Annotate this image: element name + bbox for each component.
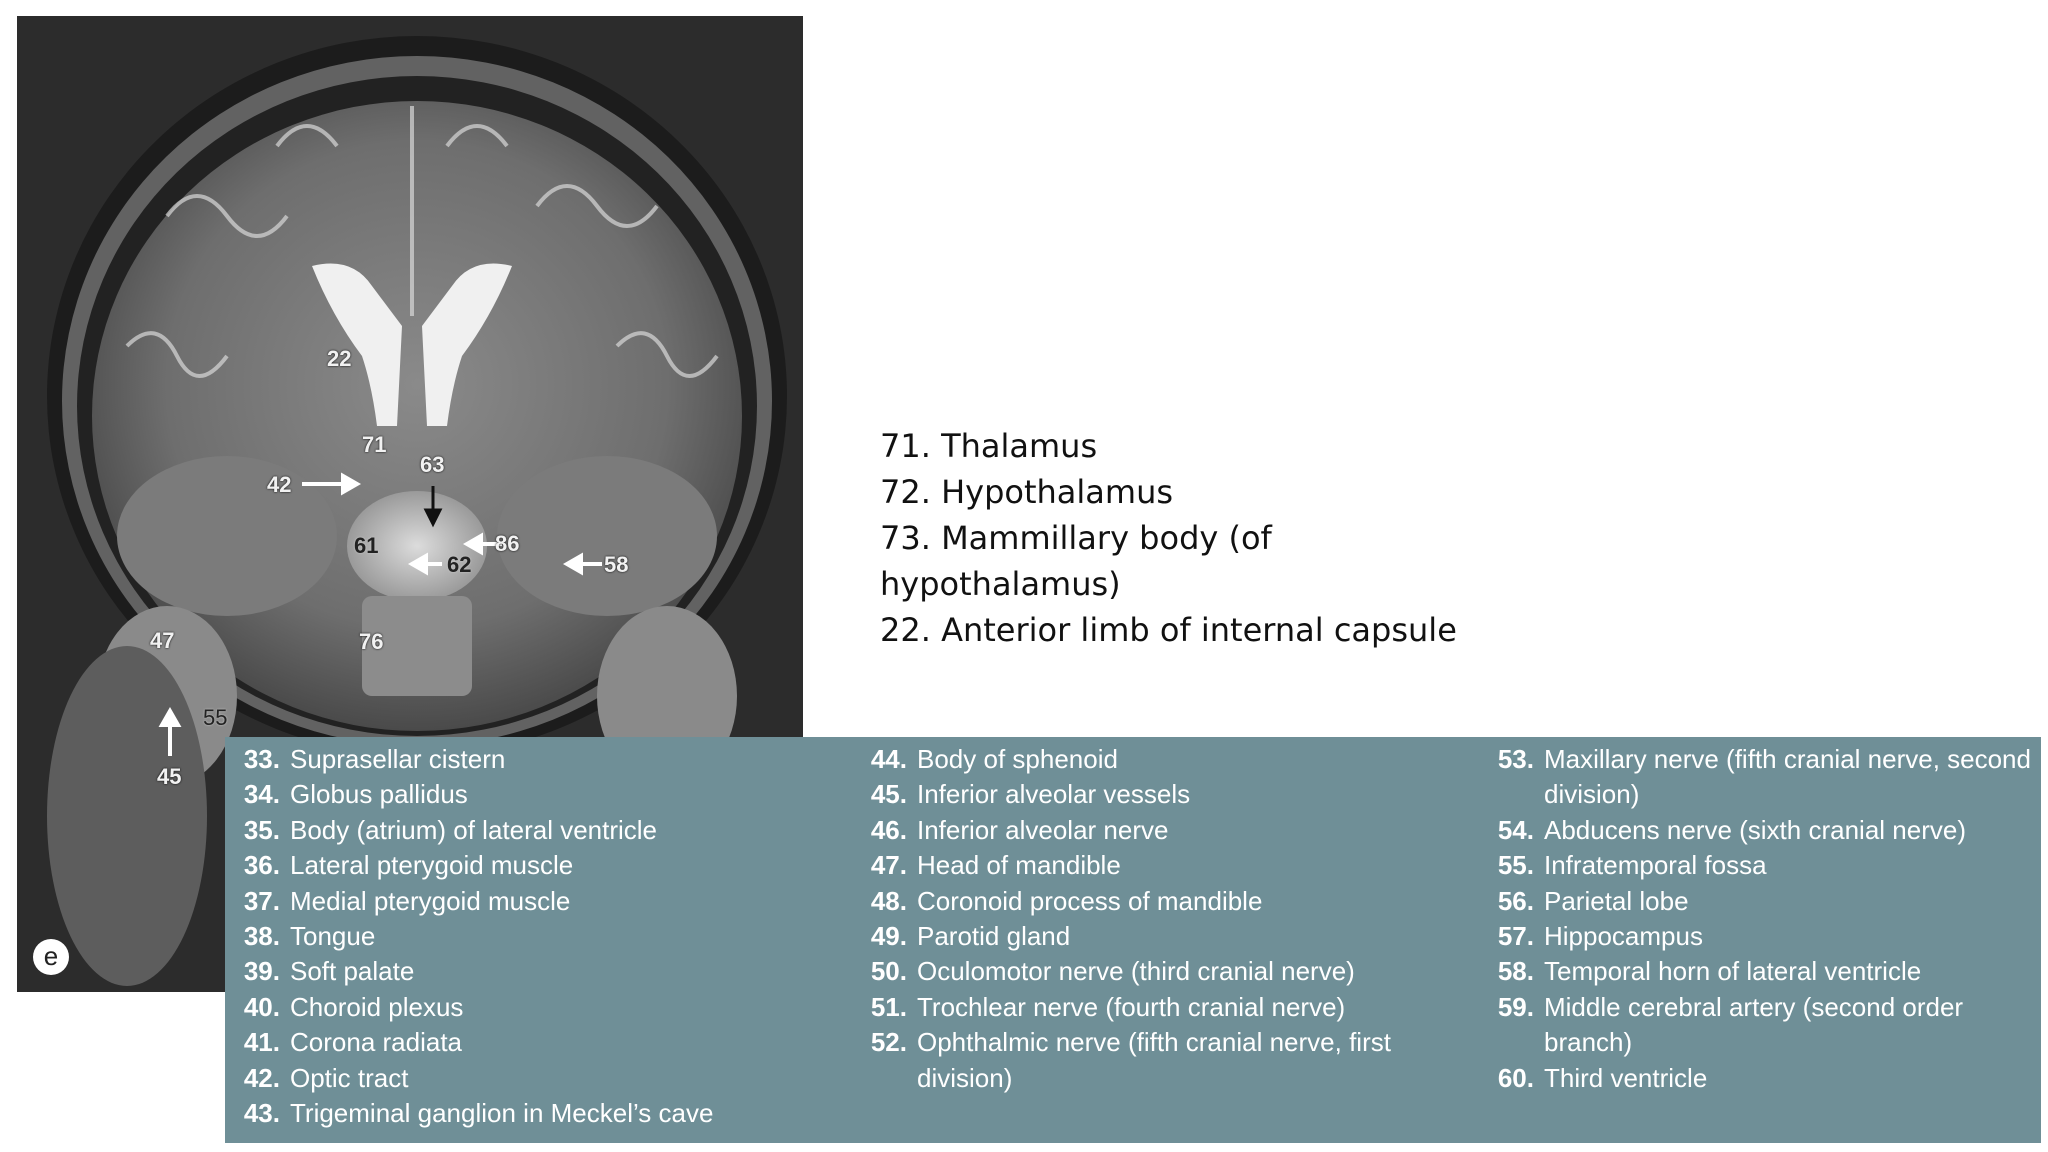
note-item: 22. Anterior limb of internal capsule (880, 611, 1457, 649)
legend-item-number: 49. (870, 921, 907, 952)
legend-item-text: Optic tract (290, 1062, 409, 1093)
label-86: 86 (495, 531, 520, 556)
note-item: 73. Mammillary body (of hypothalamus) (880, 519, 1272, 603)
legend-item-text: Tongue (290, 921, 376, 952)
notes-list (880, 423, 1500, 653)
legend-item (225, 777, 845, 812)
legend-item (225, 954, 845, 989)
legend-item-number: 40. (243, 991, 280, 1022)
legend-item (225, 742, 845, 777)
label-22: 22 (327, 346, 352, 371)
legend-item-number: 59. (1497, 991, 1534, 1022)
legend-item-text: Maxillary nerve (fifth cranial nerve, second division) (1544, 744, 2031, 810)
legend-item-number: 43. (243, 1098, 280, 1129)
legend-item-number: 46. (870, 814, 907, 845)
legend-item-text: Infratemporal fossa (1544, 850, 1767, 881)
legend-item (852, 1025, 1442, 1096)
legend-item (225, 1096, 845, 1131)
legend-item (1479, 990, 2039, 1061)
legend-item (852, 884, 1442, 919)
legend-item-number: 60. (1497, 1062, 1534, 1093)
legend-item-number: 42. (243, 1062, 280, 1093)
legend-item (225, 1061, 845, 1096)
label-76: 76 (359, 629, 384, 654)
legend-item-text: Parietal lobe (1544, 885, 1689, 916)
legend-item-number: 33. (243, 744, 280, 774)
legend-item-text: Head of mandible (917, 850, 1121, 881)
label-61: 61 (354, 533, 379, 558)
legend-item (852, 954, 1442, 989)
legend-item-text: Globus pallidus (290, 779, 468, 810)
legend-item (225, 813, 845, 848)
legend-item-number: 44. (870, 744, 907, 774)
legend-item-number: 37. (243, 885, 280, 916)
legend-item-text: Abducens nerve (sixth cranial nerve) (1544, 814, 1966, 845)
legend-item-text: Choroid plexus (290, 991, 464, 1022)
legend-item (852, 848, 1442, 883)
legend-item (225, 848, 845, 883)
legend-item (852, 742, 1442, 777)
legend-item-number: 55. (1497, 850, 1534, 881)
legend-item-number: 51. (870, 991, 907, 1022)
legend-item (1479, 1061, 2039, 1096)
label-42: 42 (267, 472, 292, 497)
label-45: 45 (157, 764, 182, 789)
legend-item-text: Inferior alveolar nerve (917, 814, 1169, 845)
legend-item-text: Lateral pterygoid muscle (290, 850, 574, 881)
legend-item-text: Hippocampus (1544, 921, 1703, 952)
legend-item-text: Body (atrium) of lateral ventricle (290, 814, 658, 845)
legend-item-text: Body of sphenoid (917, 744, 1118, 774)
legend-item (852, 813, 1442, 848)
legend-item-text: Third ventricle (1544, 1062, 1708, 1093)
legend-item-number: 53. (1497, 744, 1534, 774)
legend-item-text: Suprasellar cistern (290, 744, 506, 774)
legend-item-number: 36. (243, 850, 280, 881)
legend-item-text: Soft palate (290, 956, 415, 987)
legend-item (225, 1025, 845, 1060)
note-item: 72. Hypothalamus (880, 473, 1174, 511)
legend-item (1479, 848, 2039, 883)
legend-item-number: 48. (870, 885, 907, 916)
label-71: 71 (362, 432, 387, 457)
legend-item-text: Parotid gland (917, 921, 1071, 952)
label-58: 58 (604, 552, 629, 577)
legend-item-number: 45. (870, 779, 907, 810)
legend-item (1479, 884, 2039, 919)
legend-item-text: Corona radiata (290, 1027, 462, 1058)
legend-column-1 (225, 742, 845, 1131)
legend-item-text: Ophthalmic nerve (fifth cranial nerve, first division) (917, 1027, 1391, 1093)
legend-item-text: Trigeminal ganglion in Meckel’s cave (290, 1098, 714, 1129)
legend-box (225, 737, 2041, 1143)
label-62: 62 (447, 552, 472, 577)
legend-item (1479, 919, 2039, 954)
legend-item-number: 50. (870, 956, 907, 987)
legend-item-text: Coronoid process of mandible (917, 885, 1263, 916)
label-63: 63 (420, 452, 445, 477)
legend-item-number: 41. (243, 1027, 280, 1058)
legend-item (225, 919, 845, 954)
legend-item (1479, 813, 2039, 848)
legend-item-text: Inferior alveolar vessels (917, 779, 1191, 810)
legend-item (1479, 742, 2039, 813)
legend-item-number: 47. (870, 850, 907, 881)
legend-item (852, 919, 1442, 954)
legend-item (1479, 954, 2039, 989)
legend-item-number: 34. (243, 779, 280, 810)
legend-item-text: Oculomotor nerve (third cranial nerve) (917, 956, 1355, 987)
legend-item (225, 884, 845, 919)
legend-item-text: Trochlear nerve (fourth cranial nerve) (917, 991, 1346, 1022)
legend-item-number: 54. (1497, 814, 1534, 845)
legend-item-text: Temporal horn of lateral ventricle (1544, 956, 1922, 987)
legend-item-number: 39. (243, 956, 280, 987)
panel-letter-badge: e (33, 939, 69, 975)
legend-item (225, 990, 845, 1025)
legend-item-number: 38. (243, 921, 280, 952)
legend-item-text: Medial pterygoid muscle (290, 885, 571, 916)
legend-item (852, 990, 1442, 1025)
legend-item-number: 52. (870, 1027, 907, 1058)
label-47: 47 (150, 628, 175, 653)
legend-item-number: 57. (1497, 921, 1534, 952)
legend-item-number: 58. (1497, 956, 1534, 987)
legend-column-3 (1479, 742, 2039, 1096)
note-item: 71. Thalamus (880, 427, 1098, 465)
legend-item (852, 777, 1442, 812)
legend-item-number: 56. (1497, 885, 1534, 916)
legend-item-number: 35. (243, 814, 280, 845)
label-55: 55 (203, 705, 228, 730)
legend-column-2 (852, 742, 1442, 1096)
legend-item-text: Middle cerebral artery (second order branch) (1544, 991, 1964, 1058)
